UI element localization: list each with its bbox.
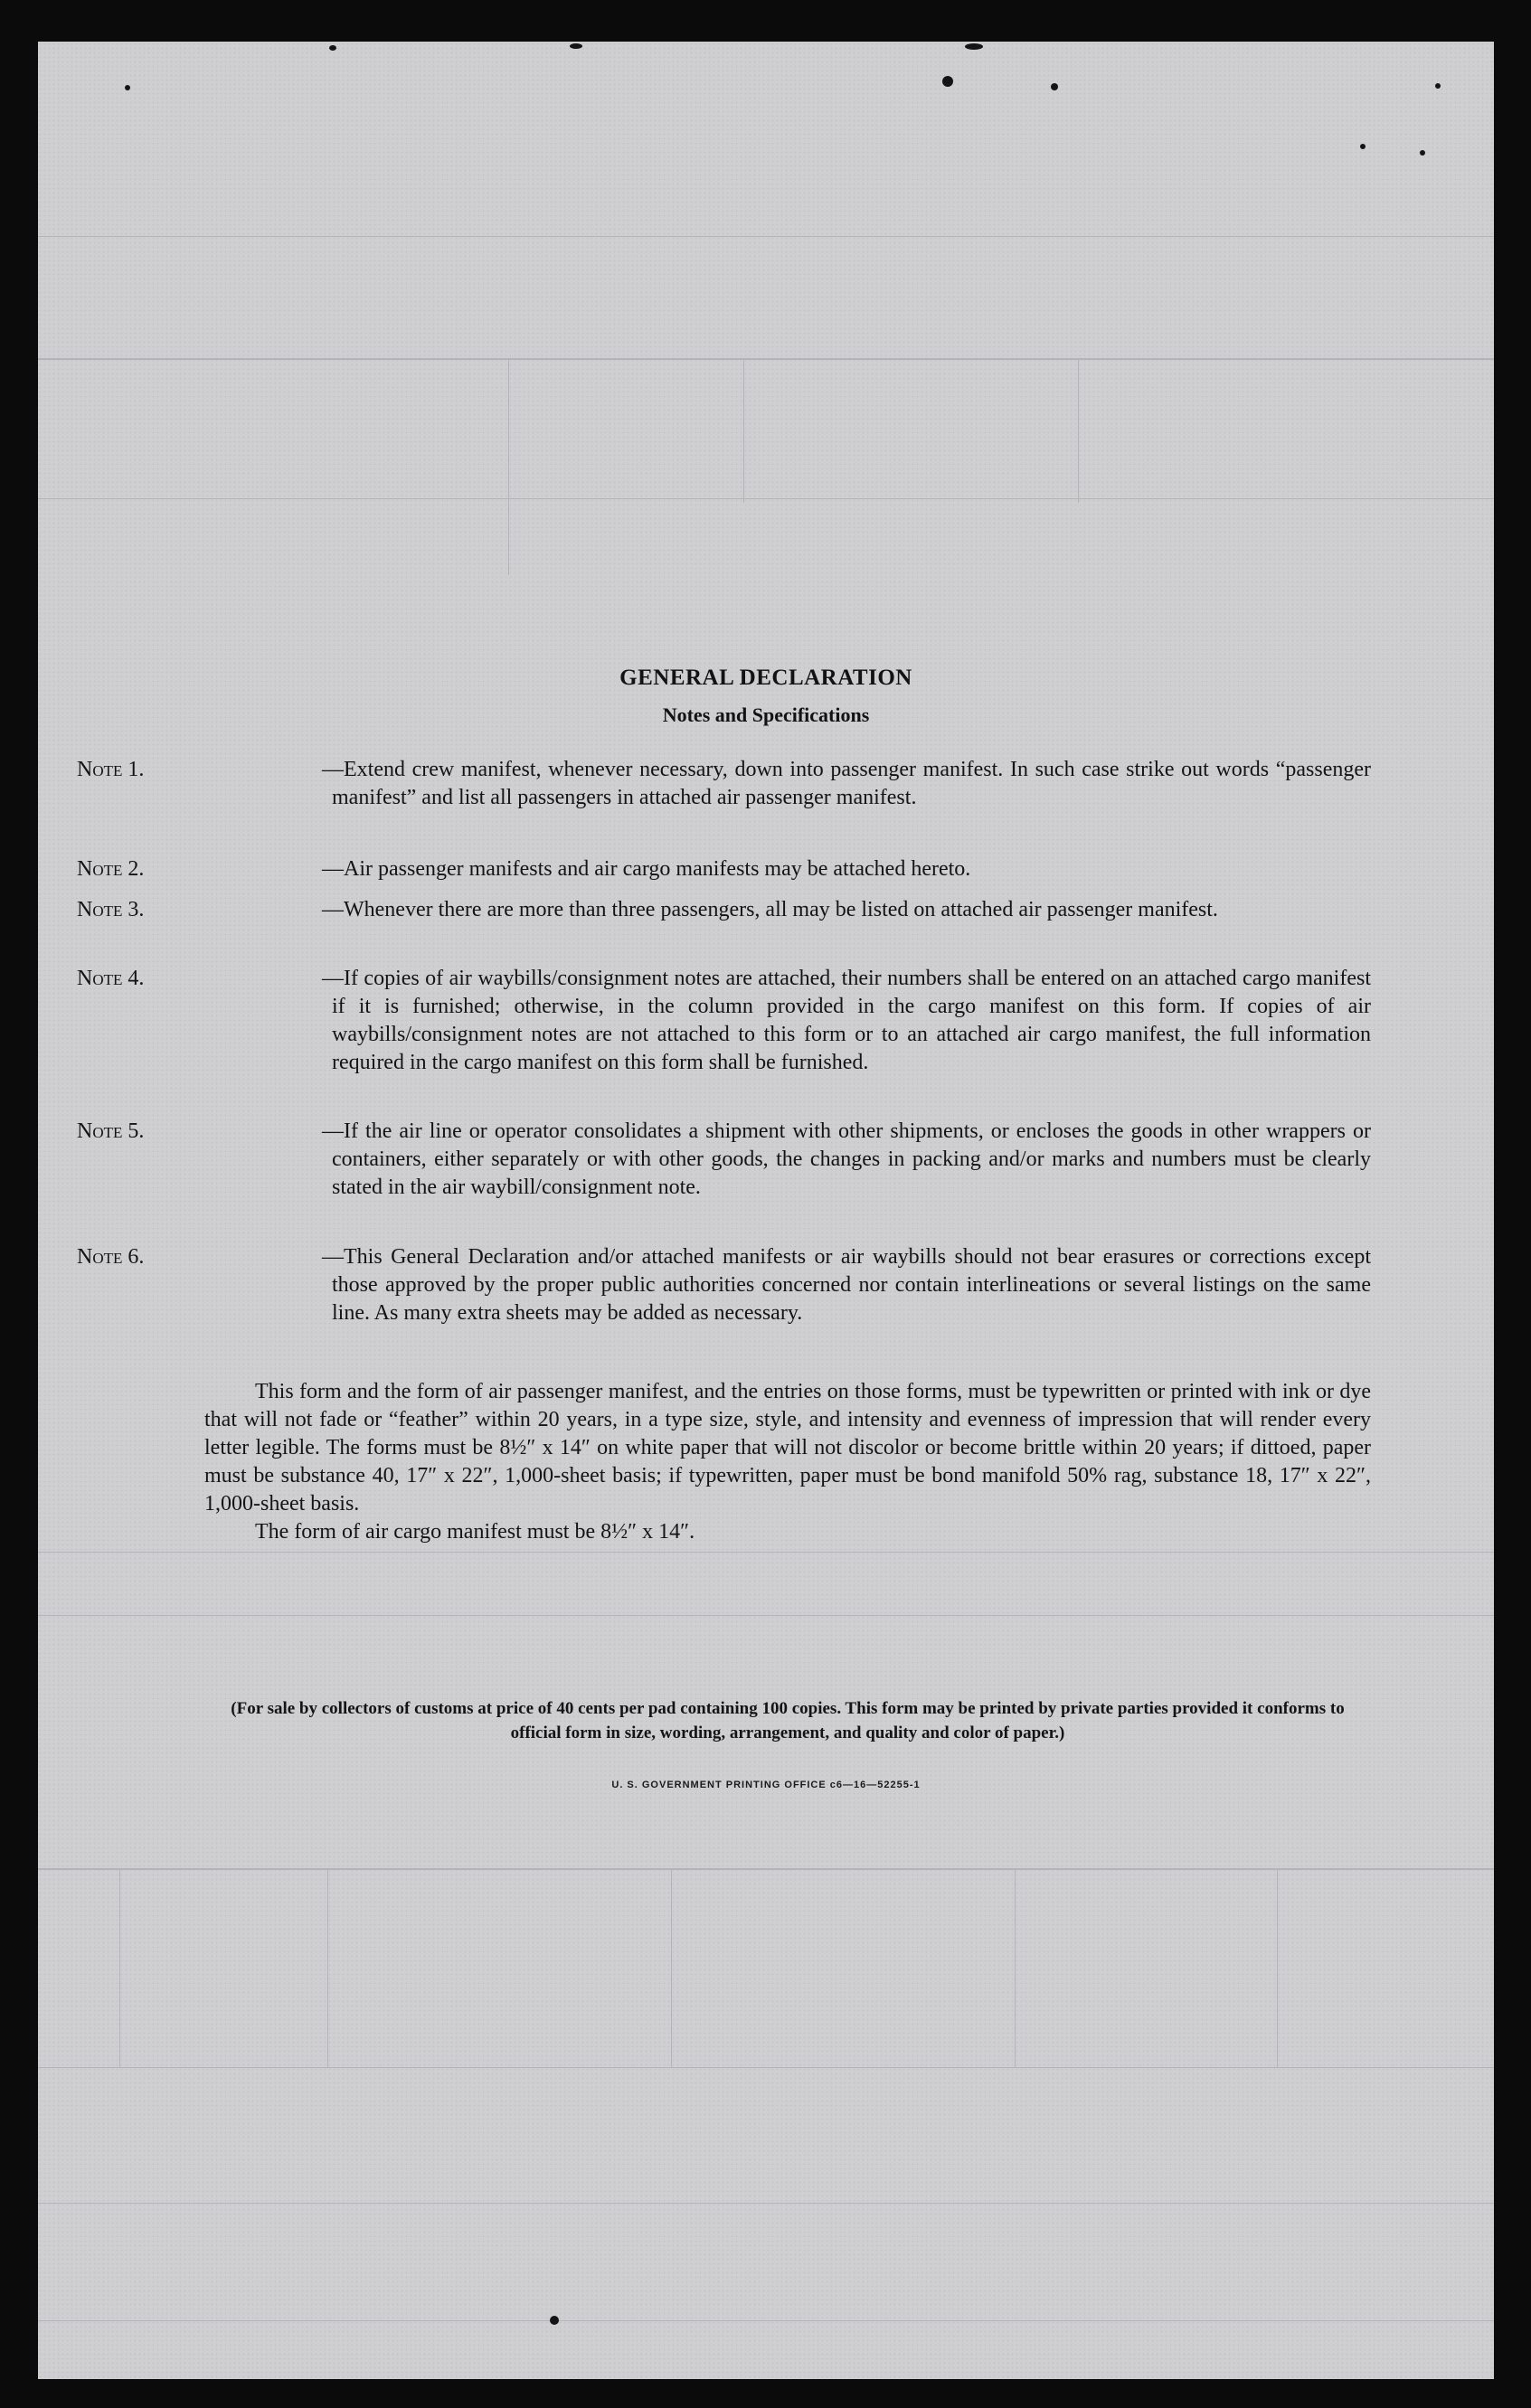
note-text: Whenever there are more than three passengers, all may be listed on attached air passenger manifest.	[344, 898, 1218, 921]
bleed-through-rule	[508, 358, 509, 575]
note-label: Note 6.	[77, 1245, 145, 1269]
bleed-through-rule	[1015, 1868, 1016, 2067]
form-specifications	[204, 1378, 1371, 1546]
note-text: If the air line or operator consolidates a shipment with other shipments, or encloses the goods in other wrappers or containers, either separately or with other goods, the changes in packing and/or marks and numbers must be clearly stated in the air waybill/consignment note.	[332, 1119, 1371, 1199]
note-2: Note 2. —Air passenger manifests and air cargo manifests may be attached hereto.	[204, 855, 1371, 883]
scan-speck	[1420, 150, 1425, 156]
bleed-through-rule	[671, 1868, 672, 2067]
scan-speck	[329, 45, 336, 51]
scan-speck	[125, 85, 130, 90]
bleed-through-rule	[743, 358, 744, 503]
bleed-through-rule	[38, 236, 1494, 237]
scan-speck	[550, 2316, 559, 2325]
scan-speck	[965, 43, 983, 50]
bleed-through-rule	[38, 498, 1494, 499]
scan-speck	[570, 43, 582, 49]
note-4: Note 4. —If copies of air waybills/consignment notes are attached, their numbers shall be entered on an attached cargo manifest if it is furnished; otherwise, in the column provided in the cargo manifest on this form. If copies of air waybills/consignment notes are not attached to this form or to an attached air cargo manifest, the full information required in the cargo manifest on this form shall be furnished.	[77, 967, 1371, 1074]
note-label: Note 2.	[77, 857, 145, 881]
note-text: If copies of air waybills/consignment notes are attached, their numbers shall be entered on an attached cargo manifest if it is furnished; otherwise, in the column provided in the cargo manifest on this form. If copies of air waybills/consignment notes are not attached to this form or to an attached air cargo manifest, the full information required in the cargo manifest on this form shall be furnished.	[332, 967, 1371, 1074]
cargo-manifest-size: The form of air cargo manifest must be 8½″ x 14″.	[255, 1520, 695, 1544]
sale-notice: (For sale by collectors of customs at price of 40 cents per pad containing 100 copies. This form may be printed by private parties provided it conforms to official form in size, wording, arrangement, and quality and color of paper.)	[231, 1699, 1345, 1742]
note-6: Note 6. —This General Declaration and/or attached manifests or air waybills should not bear erasures or corrections except those approved by the proper public authorities concerned nor contain interlineations or several listings on the same line. As many extra sheets may be added as necessary.	[77, 1245, 1371, 1325]
document-subtitle: Notes and Specifications	[662, 704, 870, 726]
note-3: Note 3. —Whenever there are more than three passengers, all may be listed on attached air passenger manifest.	[204, 896, 1371, 924]
bleed-through-rule	[1277, 1868, 1278, 2067]
note-text: This General Declaration and/or attached manifests or air waybills should not bear erasures or corrections except those approved by the proper public authorities concerned nor contain interlineations or several listings on the same line. As many extra sheets may be added as necessary.	[332, 1245, 1371, 1325]
note-label: Note 1.	[77, 758, 145, 781]
bleed-through-rule	[38, 2320, 1494, 2321]
bleed-through-rule	[38, 2067, 1494, 2068]
scan-speck	[942, 76, 953, 87]
bleed-through-rule	[327, 1868, 328, 2067]
note-label: Note 5.	[77, 1119, 145, 1143]
bleed-through-rule	[38, 1615, 1494, 1616]
printer-imprint: U. S. GOVERNMENT PRINTING OFFICE c6—16—52255-1	[611, 1780, 921, 1790]
note-text: Extend crew manifest, whenever necessary, down into passenger manifest. In such case strike out words “passenger manifest” and list all passengers in attached air passenger manifest.	[332, 758, 1371, 809]
bleed-through-rule	[119, 1868, 120, 2067]
note-text: Air passenger manifests and air cargo manifests may be attached hereto.	[344, 857, 971, 881]
document-page	[38, 42, 1494, 2379]
bleed-through-rule	[1078, 358, 1079, 503]
bleed-through-rule	[38, 1552, 1494, 1553]
note-5: Note 5. —If the air line or operator consolidates a shipment with other shipments, or encloses the goods in other wrappers or containers, either separately or with other goods, the changes in packing and/or marks and numbers must be clearly stated in the air waybill/consignment note.	[77, 1119, 1371, 1199]
bleed-through-rule	[38, 2203, 1494, 2204]
scan-speck	[1435, 83, 1441, 89]
scan-speck	[1051, 83, 1058, 90]
note-label: Note 4.	[77, 967, 145, 990]
bleed-through-rule	[38, 1868, 1494, 1870]
scan-speck	[1360, 144, 1366, 149]
note-label: Note 3.	[77, 898, 145, 921]
note-1: Note 1. —Extend crew manifest, whenever necessary, down into passenger manifest. In such case strike out words “passenger manifest” and list all passengers in attached air passenger manifest.	[77, 758, 1371, 809]
form-specifications-text: This form and the form of air passenger manifest, and the entries on those forms, must be typewritten or printed with ink or dye that will not fade or “feather” within 20 years, in a type size, style, and intensity and evenness of impression that will render every letter legible. The forms must be 8½″ x 14″ on white paper that will not discolor or become brittle within 20 years; if dittoed, paper must be substance 40, 17″ x 22″, 1,000-sheet basis; if typewritten, paper must be bond manifold 50% rag, substance 18, 17″ x 22″, 1,000-sheet basis.	[204, 1380, 1371, 1516]
bleed-through-rule	[38, 358, 1494, 360]
document-title: GENERAL DECLARATION	[619, 666, 912, 690]
